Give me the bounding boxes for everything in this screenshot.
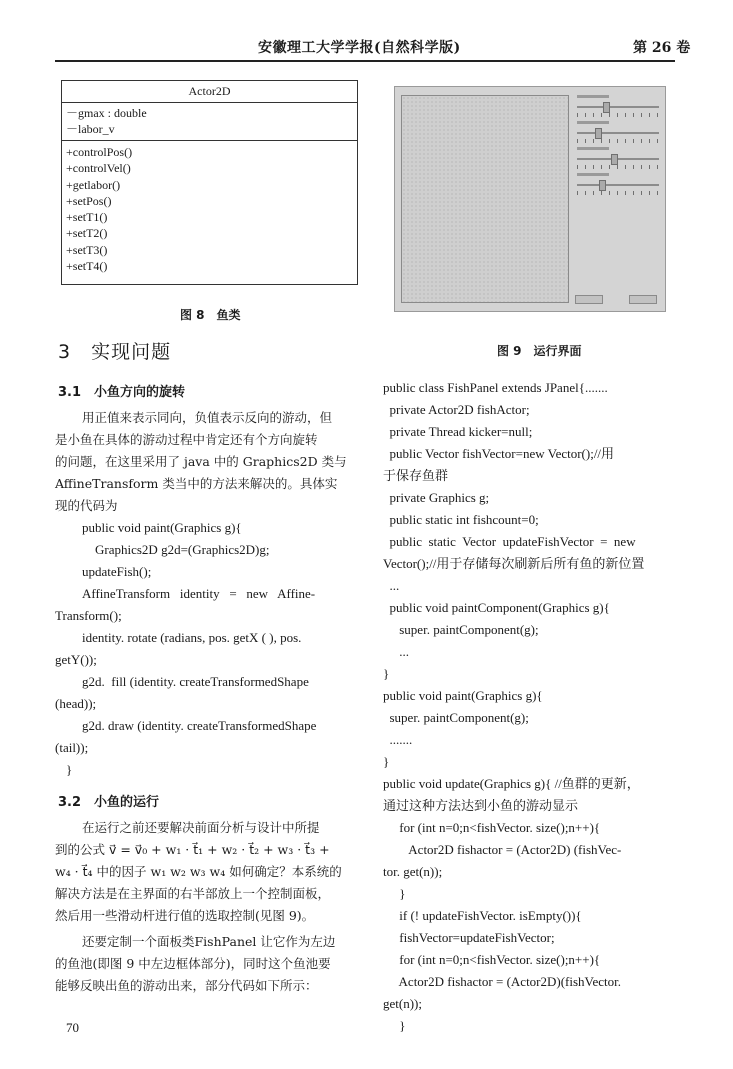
paragraph-line: AffineTransform 类当中的方法来解决的。具体实 bbox=[55, 476, 338, 491]
uml-attribute: －labor_v bbox=[66, 122, 115, 136]
paragraph-line: 的鱼池(即图 9 中左边框体部分)，同时这个鱼池要 bbox=[55, 956, 331, 971]
run-interface-screenshot bbox=[394, 86, 666, 312]
uml-attribute: －gmax : double bbox=[66, 106, 147, 120]
slider-knob bbox=[603, 102, 610, 113]
code-line: public static int fishcount=0; bbox=[383, 512, 539, 527]
code-line: updateFish(); bbox=[82, 564, 152, 579]
control-panel bbox=[573, 93, 661, 307]
uml-operation: +setT3() bbox=[66, 242, 108, 257]
paragraph-line: w₄ · t⃗₄ 中的因子 w₁ w₂ w₃ w₄ 如何确定？本系统的 bbox=[55, 864, 342, 879]
slider-knob bbox=[595, 128, 602, 139]
paragraph-line: 还要定制一个面板类FishPanel 让它作为左边 bbox=[82, 934, 336, 949]
code-line: Transform(); bbox=[55, 608, 122, 623]
slider-group bbox=[573, 97, 661, 119]
uml-operation: +setT2() bbox=[66, 226, 108, 241]
paragraph-line: 在运行之前还要解决前面分析与设计中所提 bbox=[82, 820, 320, 835]
code-line: getY()); bbox=[55, 652, 97, 667]
code-line: super. paintComponent(g); bbox=[383, 622, 539, 637]
start-button bbox=[575, 295, 603, 304]
code-line: get(n)); bbox=[383, 996, 422, 1011]
code-line: public void paint(Graphics g){ bbox=[82, 520, 242, 535]
code-line: public static Vector updateFishVector = new bbox=[383, 534, 636, 549]
code-line: identity. rotate (radians, pos. getX ( ), pos. bbox=[82, 630, 302, 645]
header-rule bbox=[55, 60, 675, 62]
code-line: tor. get(n)); bbox=[383, 864, 443, 879]
paragraph-line: 然后用一些滑动杆进行值的选取控制(见图 9)。 bbox=[55, 908, 315, 923]
code-line: 于保存鱼群 bbox=[383, 468, 449, 483]
code-line: for (int n=0;n<fishVector. size();n++){ bbox=[383, 820, 601, 835]
code-line: super. paintComponent(g); bbox=[383, 710, 529, 725]
uml-attributes bbox=[62, 103, 357, 141]
code-line: g2d. fill (identity. createTransformedShape bbox=[82, 674, 309, 689]
code-line: Graphics2D g2d=(Graphics2D)g; bbox=[82, 542, 270, 557]
code-line: ... bbox=[383, 644, 409, 659]
paragraph-line: 解决方法是在主界面的右半部放上一个控制面板， bbox=[55, 886, 331, 901]
uml-class-name: Actor2D bbox=[62, 81, 357, 103]
uml-operation: +setPos() bbox=[66, 193, 112, 208]
code-line: } bbox=[383, 886, 406, 901]
code-line: private Actor2D fishActor; bbox=[383, 402, 530, 417]
code-line: public void paint(Graphics g){ bbox=[383, 688, 543, 703]
code-line: public void paintComponent(Graphics g){ bbox=[383, 600, 610, 615]
paragraph-line: 用正值来表示同向，负值表示反向的游动，但 bbox=[82, 410, 333, 425]
figure9-caption: 图 9 运行界面 bbox=[497, 344, 582, 358]
paragraph-line: 的问题，在这里采用了 java 中的 Graphics2D 类与 bbox=[55, 454, 347, 469]
paragraph-line: 到的公式 v⃗ = v⃗₀ + w₁ · t⃗₁ + w₂ · t⃗₂ + w₃ · t⃗₃ + bbox=[55, 842, 330, 857]
slider-group bbox=[573, 123, 661, 145]
page-number: 70 bbox=[66, 1020, 79, 1035]
uml-operation: +setT4() bbox=[66, 259, 108, 274]
code-line: public Vector fishVector=new Vector();//用 bbox=[383, 446, 615, 461]
volume-label: 第 26 卷 bbox=[633, 40, 691, 56]
code-line: (head)); bbox=[55, 696, 97, 711]
code-line: ... bbox=[383, 578, 400, 593]
code-line: AffineTransform identity = new Affine- bbox=[82, 586, 316, 601]
uml-operations bbox=[62, 141, 357, 277]
figure8-caption: 图 8 鱼类 bbox=[180, 308, 241, 322]
slider-knob bbox=[599, 180, 606, 191]
slider-group bbox=[573, 149, 661, 171]
code-line: Actor2D fishactor = (Actor2D)(fishVector. bbox=[383, 974, 622, 989]
code-line: for (int n=0;n<fishVector. size();n++){ bbox=[383, 952, 601, 967]
fish-pool-panel bbox=[401, 95, 569, 303]
stop-button bbox=[629, 295, 657, 304]
code-line: } bbox=[383, 1018, 406, 1033]
code-line: Vector();//用于存储每次刷新后所有鱼的新位置 bbox=[383, 556, 645, 571]
code-line: ....... bbox=[383, 732, 413, 747]
code-line: } bbox=[383, 754, 390, 769]
code-line: 通过这种方法达到小鱼的游动显示 bbox=[383, 798, 579, 813]
subsection-title: 3.2 小鱼的运行 bbox=[58, 795, 160, 810]
uml-operation: +getlabor() bbox=[66, 177, 121, 192]
subsection-title: 3.1 小鱼方向的旋转 bbox=[58, 385, 186, 400]
code-line: (tail)); bbox=[55, 740, 89, 755]
journal-title: 安徽理工大学学报(自然科学版) bbox=[258, 40, 461, 56]
paragraph-line: 是小鱼在具体的游动过程中肯定还有个方向旋转 bbox=[55, 432, 318, 447]
paragraph-line: 能够反映出鱼的游动出来，部分代码如下所示： bbox=[55, 978, 318, 993]
uml-class-diagram bbox=[61, 80, 358, 285]
code-line: fishVector=updateFishVector; bbox=[383, 930, 555, 945]
code-line: public class FishPanel extends JPanel{....... bbox=[383, 380, 608, 395]
slider-knob bbox=[611, 154, 618, 165]
uml-operation: +controlPos() bbox=[66, 145, 133, 159]
code-line: } bbox=[66, 762, 73, 777]
code-line: private Graphics g; bbox=[383, 490, 490, 505]
uml-operation: +setT1() bbox=[66, 210, 108, 225]
uml-operation: +controlVel() bbox=[66, 161, 131, 176]
paragraph-line: 现的代码为 bbox=[55, 498, 118, 513]
code-line: Actor2D fishactor = (Actor2D) (fishVec- bbox=[383, 842, 622, 857]
code-line: if (! updateFishVector. isEmpty()){ bbox=[383, 908, 582, 923]
code-line: g2d. draw (identity. createTransformedShape bbox=[82, 718, 317, 733]
code-line: public void update(Graphics g){ //鱼群的更新， bbox=[383, 776, 640, 791]
section-title: 3 实现问题 bbox=[58, 341, 172, 363]
code-line: } bbox=[383, 666, 390, 681]
code-line: private Thread kicker=null; bbox=[383, 424, 533, 439]
slider-group bbox=[573, 175, 661, 197]
